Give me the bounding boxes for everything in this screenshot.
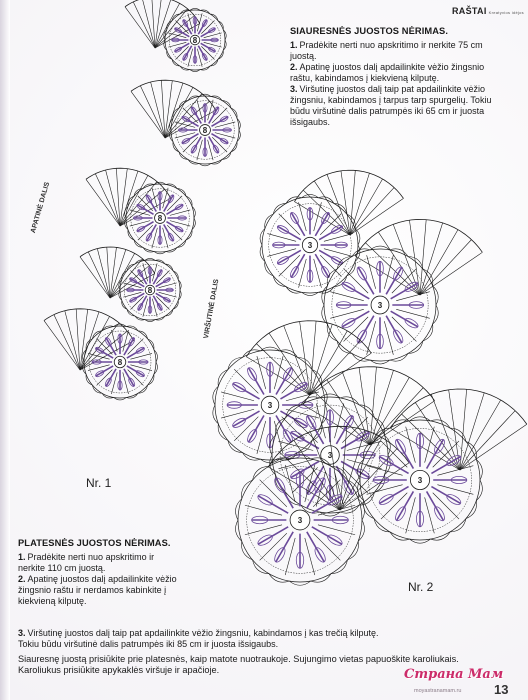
page-number: 13 [494, 682, 509, 697]
petal-stitch [276, 368, 291, 395]
wide-strip-heading: PLATESNĖS JUOSTOS NĖRIMAS. [18, 538, 171, 548]
wide-strip-instructions [18, 538, 178, 607]
petal-stitch [427, 491, 444, 520]
petal-stitch [182, 117, 198, 127]
petal-stitch [379, 487, 408, 504]
crochet-motif [119, 258, 181, 321]
crochet-motif [170, 94, 241, 166]
petal-stitch [431, 487, 460, 504]
petal-stitch [258, 496, 288, 513]
petal-stitch [386, 316, 402, 343]
site-watermark: Страна Мам [404, 667, 504, 682]
petal-stitch [397, 491, 414, 520]
magazine-logo [452, 6, 524, 16]
petal-stitch [358, 316, 374, 343]
motif-number: 3 [327, 451, 333, 460]
petal-stitch [164, 195, 174, 211]
wide-step-2 [18, 574, 178, 607]
petal-stitch [211, 134, 227, 144]
narrow-strip-instructions [290, 26, 508, 128]
motif-number: 3 [417, 476, 423, 485]
petal-stitch [312, 527, 342, 544]
step-text: Pradėkite nerti nuo apskritimo ir nerkite 110 cm juostą. [18, 552, 155, 573]
petal-stitch [209, 107, 219, 123]
petal-stitch [211, 117, 227, 127]
step-text: Pradėkite nerti nuo apskritimo ir nerkite 75 cm juostą. [290, 40, 483, 61]
petal-stitch [249, 368, 264, 395]
petal-stitch [386, 267, 402, 294]
petal-stitch [379, 457, 408, 474]
petal-stitch [342, 311, 369, 327]
petal-stitch [319, 250, 342, 263]
fan-edging [125, 0, 200, 48]
petal-stitch [291, 254, 304, 277]
petal-stitch [307, 532, 324, 562]
petal-stitch [280, 384, 307, 399]
petal-stitch [276, 478, 293, 508]
petal-stitch [336, 416, 352, 444]
petal-stitch [336, 466, 352, 494]
logo-subtitle: Kreatyvios idėjos [488, 10, 524, 15]
petal-stitch [192, 136, 202, 152]
diagram-nr2 [213, 170, 527, 585]
petal-stitch [431, 457, 460, 474]
step-text: Viršutinę juostos dalį taip pat apdailinkite vėžio žingsniu, kabindamos į kas trečią kilputę. [27, 628, 379, 638]
petal-stitch [124, 369, 134, 386]
petal-stitch [315, 213, 328, 236]
petal-stitch [147, 224, 157, 240]
petal-stitch [127, 366, 144, 376]
logo-brand: RAŠTAI [452, 6, 487, 16]
petal-stitch [319, 226, 342, 239]
petal-stitch [342, 283, 369, 299]
petal-stitch [233, 411, 260, 426]
petal-stitch [182, 134, 198, 144]
petal-stitch [137, 222, 153, 232]
petal-stitch [106, 369, 116, 386]
petal-stitch [166, 205, 182, 215]
petal-stitch [106, 338, 116, 355]
motif-number: 8 [117, 358, 123, 367]
petal-stitch [124, 338, 134, 355]
motif-number: 8 [147, 286, 153, 295]
fan-edging [294, 170, 403, 235]
crochet-motif [322, 246, 438, 364]
step-number: 3. [18, 628, 26, 638]
diagram-label-nr2: Nr. 2 [408, 580, 434, 594]
diagram-label-nr1: Nr. 1 [86, 476, 112, 490]
wide-step-3 [18, 628, 508, 639]
petal-stitch [397, 439, 414, 468]
petal-stitch [164, 224, 174, 240]
wide-step-3-continued: Tokiu būdu viršutinė dalis patrumpės iki 85 cm ir juosta išsigaubs. [18, 639, 279, 649]
watermark-url: moyastranamam.ru [414, 688, 462, 694]
step-number: 2. [290, 62, 298, 72]
motif-number: 8 [192, 36, 198, 45]
petal-stitch [209, 136, 219, 152]
crochet-motif [83, 324, 158, 400]
diagram-nr1 [44, 0, 240, 400]
wide-step-1 [18, 552, 178, 574]
petal-stitch [278, 226, 301, 239]
petal-stitch [233, 384, 260, 399]
step-number: 1. [290, 40, 298, 50]
petal-stitch [315, 254, 328, 277]
crochet-motif [236, 455, 365, 585]
narrow-step-1 [290, 40, 508, 62]
lower-part-label: APATINĖ DALIS [30, 181, 52, 234]
motif-number: 3 [297, 516, 303, 525]
step-text: Apatinę juostos dalį apdailinkite vėžio žingsnio raštu, kabindamos į kiekvieną kilputę. [290, 62, 485, 83]
petal-stitch [427, 439, 444, 468]
petal-stitch [391, 311, 418, 327]
step-text: Apatinę juostos dalį apdailinkite vėžio žingsnio raštu ir nerdamos kabinkite į kiekvieną kilputę. [18, 574, 177, 606]
petal-stitch [137, 205, 153, 215]
step-number: 3. [290, 84, 298, 94]
petal-stitch [291, 432, 319, 448]
motif-number: 8 [157, 214, 163, 223]
step-text: Viršutinę juostos dalį taip pat apdailinkite vėžio žingsniu, kabindamos į tarpus tarp spurgelių. Tokiu būdu viršutinė dalis patrumpės iki 65 cm ir juosta išsigaubs. [290, 84, 492, 127]
petal-stitch [276, 532, 293, 562]
petal-stitch [291, 461, 319, 477]
motif-number: 3 [307, 241, 313, 250]
crochet-motif [164, 8, 226, 71]
crochet-motif [260, 194, 360, 295]
petal-stitch [127, 348, 144, 358]
crochet-motif [125, 182, 196, 254]
petal-stitch [291, 213, 304, 236]
petal-stitch [358, 267, 374, 294]
petal-stitch [341, 461, 369, 477]
fan-edging [246, 321, 371, 395]
petal-stitch [249, 415, 264, 442]
petal-stitch [166, 222, 182, 232]
assembly-note: Siauresnę juostą prisiūkite prie platesnės, kaip matote nuotraukoje. Sujungimo vietas papuoškite karoliukais. Karoliukus prisiūkite apykaklės viršuje ir apačioje. [18, 654, 459, 676]
petal-stitch [258, 527, 288, 544]
motif-number: 3 [267, 401, 273, 410]
crochet-motif [358, 417, 483, 543]
petal-stitch [96, 366, 113, 376]
motif-number: 8 [202, 126, 208, 135]
narrow-strip-heading: SIAURESNĖS JUOSTOS NĖRIMAS. [290, 26, 449, 36]
step-number: 1. [18, 552, 26, 562]
narrow-step-3 [290, 84, 508, 128]
petal-stitch [278, 250, 301, 263]
step-number: 2. [18, 574, 26, 584]
upper-part-label: VIRŠUTINĖ DALIS [203, 278, 221, 340]
motif-number: 3 [377, 301, 383, 310]
narrow-step-2 [290, 62, 508, 84]
fan-edging [80, 247, 155, 298]
